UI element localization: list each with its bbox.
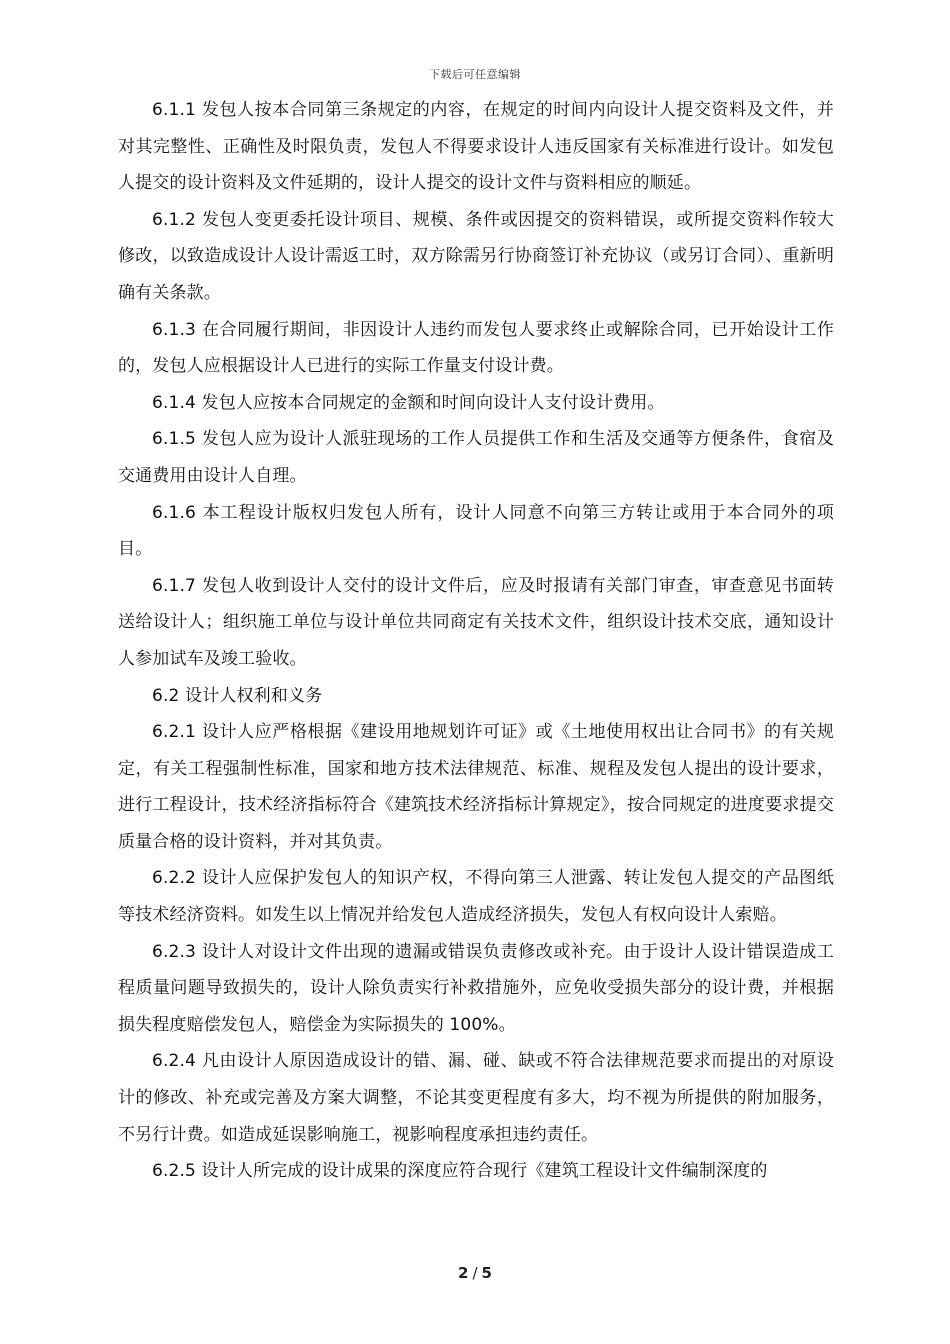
clause-6-2-2: 6.2.2 设计人应保护发包人的知识产权，不得向第三人泄露、转让发包人提交的产品图纸等技术经济资料。如发生以上情况并给发包人造成经济损失，发包人有权向设计人索赔。	[118, 868, 834, 926]
clause-6-1-5: 6.1.5 发包人应为设计人派驻现场的工作人员提供工作和生活及交通等方便条件，食宿及交通费用由设计人自理。	[118, 429, 834, 486]
section-heading-6-2: 6.2 设计人权利和义务	[152, 685, 323, 706]
clause-6-1-4: 6.1.4 发包人应按本合同规定的金额和时间向设计人支付设计费用。	[152, 392, 665, 413]
clause-6-2-5: 6.2.5 设计人所完成的设计成果的深度应符合现行《建筑工程设计文件编制深度的	[152, 1161, 768, 1182]
clause-6-1-1: 6.1.1 发包人按本合同第三条规定的内容，在规定的时间内向设计人提交资料及文件，并对其完整性、正确性及时限负责，发包人不得要求设计人违反国家有关标准进行设计。如发包人提交的设计资料及文件延期的，设计人提交的设计文件与资料相应的顺延。	[118, 100, 834, 194]
clause-6-1-3: 6.1.3 在合同履行期间，非因设计人违约而发包人要求终止或解除合同，已开始设计工作的，发包人应根据设计人已进行的实际工作量支付设计费。	[118, 319, 834, 377]
clause-6-1-2: 6.1.2 发包人变更委托设计项目、规模、条件或因提交的资料错误，或所提交资料作较大修改，以致造成设计人设计需返工时，双方除需另行协商签订补充协议（或另订合同）、重新明确有关条款。	[118, 209, 834, 303]
document-body	[118, 92, 834, 1190]
page-header: 下载后可任意编辑	[429, 68, 521, 81]
clause-6-1-7: 6.1.7 发包人收到设计人交付的设计文件后，应及时报请有关部门审查，审查意见书面转送给设计人；组织施工单位与设计单位共同商定有关技术文件，组织设计技术交底，通知设计人参加试车及竣工验收。	[118, 575, 834, 669]
clause-6-2-1: 6.2.1 设计人应严格根据《建设用地规划许可证》或《土地使用权出让合同书》的有关规定，有关工程强制性标准，国家和地方技术法律规范、标准、规程及发包人提出的设计要求，进行工程设计，技术经济指标符合《建筑技术经济指标计算规定》，按合同规定的进度要求提交质量合格的设计资料，并对其负责。	[118, 722, 834, 852]
page-number	[0, 1264, 950, 1282]
clause-6-2-3: 6.2.3 设计人对设计文件出现的遗漏或错误负责修改或补充。由于设计人设计错误造成工程质量问题导致损失的，设计人除负责实行补救措施外，应免收受损失部分的设计费，并根据损失程度赔偿发包人，赔偿金为实际损失的 100%。	[118, 941, 834, 1035]
current-page-number: 2	[458, 1264, 469, 1282]
page-separator: /	[472, 1264, 478, 1282]
clause-6-1-6: 6.1.6 本工程设计版权归发包人所有，设计人同意不向第三方转让或用于本合同外的项目。	[118, 502, 834, 560]
clause-6-2-4: 6.2.4 凡由设计人原因造成设计的错、漏、碰、缺或不符合法律规范要求而提出的对原设计的修改、补充或完善及方案大调整，不论其变更程度有多大，均不视为所提供的附加服务，不另行计费。如造成延误影响施工，视影响程度承担违约责任。	[118, 1051, 834, 1145]
total-pages-number: 5	[481, 1264, 492, 1282]
